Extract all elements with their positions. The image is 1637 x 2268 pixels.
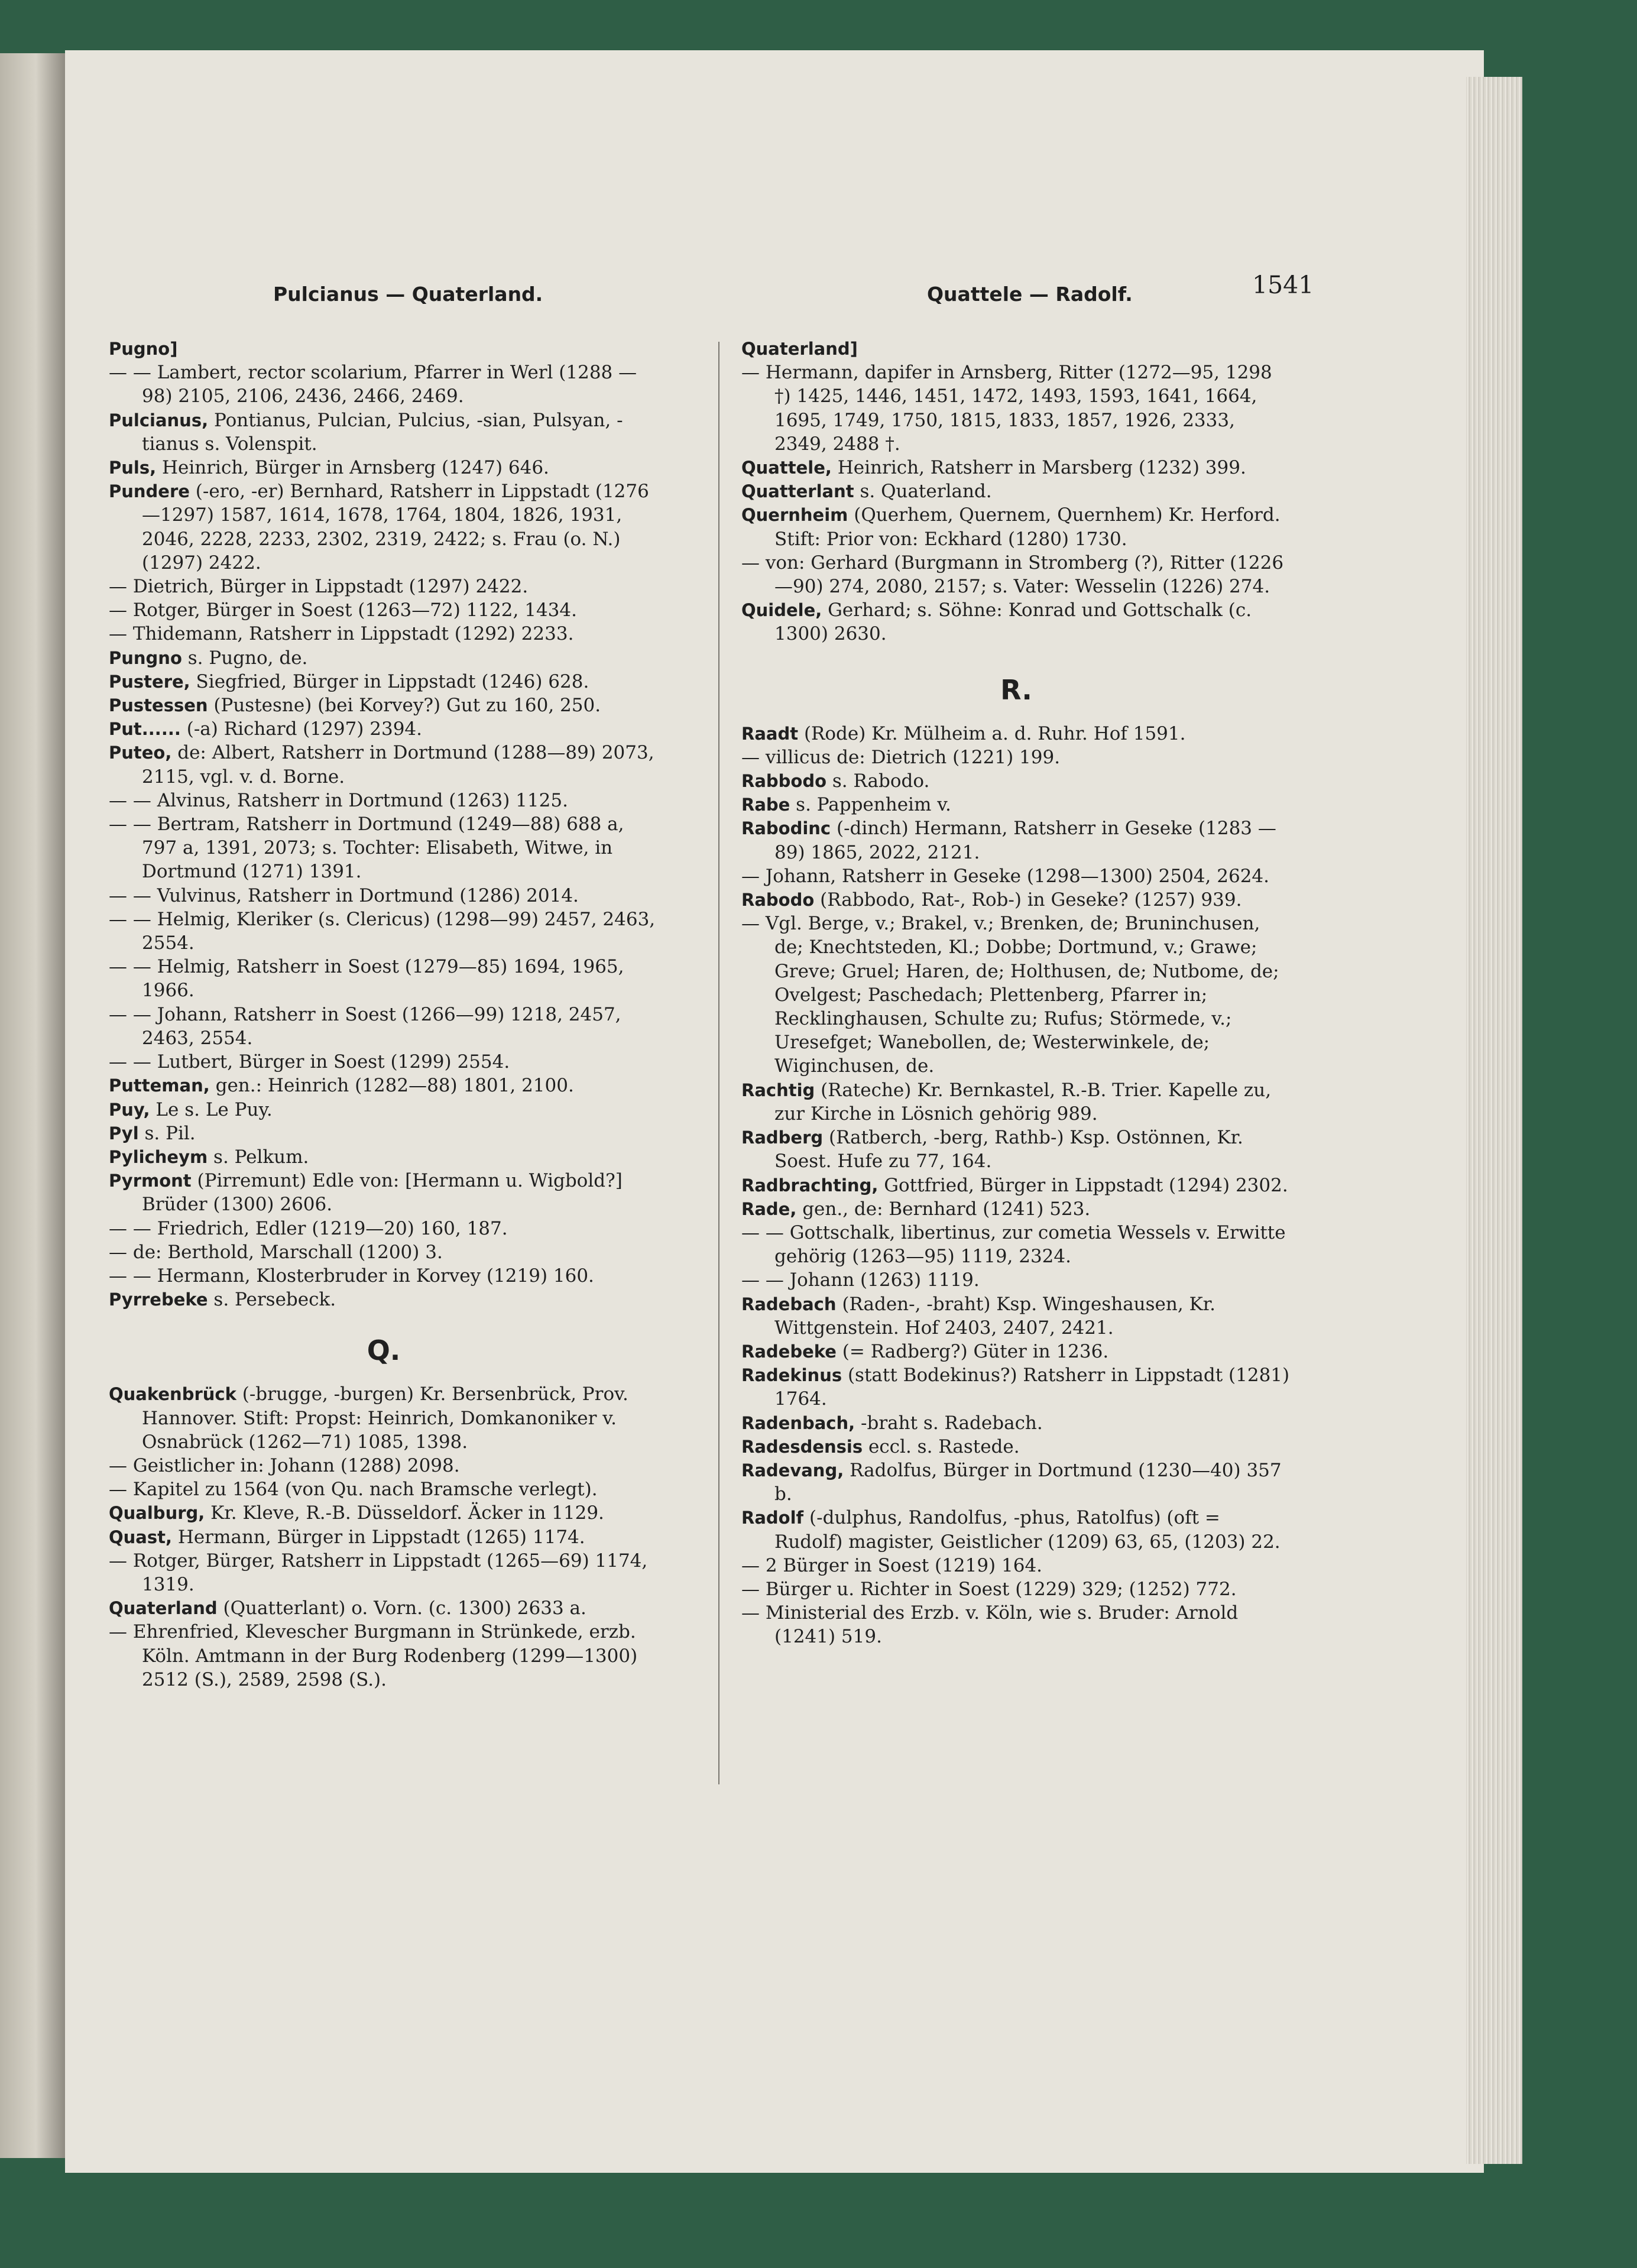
entry-text: (Rabbodo, Rat-, Rob-) in Geseke? (1257) 939. xyxy=(814,889,1242,911)
entry-dash: — — xyxy=(109,814,151,835)
index-entry xyxy=(109,1145,659,1169)
entry-dash: — — xyxy=(741,1269,784,1291)
entry-headword: Putteman, xyxy=(109,1075,210,1096)
entry-headword: Pundere xyxy=(109,481,190,502)
entry-text: villicus de: Dietrich (1221) 199. xyxy=(760,746,1061,768)
index-entry xyxy=(741,456,1291,479)
entry-text: Alvinus, Ratsherr in Dortmund (1263) 1125. xyxy=(151,789,568,811)
entry-headword: Radenbach, xyxy=(741,1412,855,1433)
index-entry xyxy=(741,337,1291,361)
entry-text: Friedrich, Edler (1219—20) 160, 187. xyxy=(151,1217,508,1239)
index-entry xyxy=(741,1268,1291,1292)
entry-text: Hermann, Klosterbruder in Korvey (1219) 160. xyxy=(151,1265,594,1287)
entry-headword: Pustessen xyxy=(109,695,208,716)
entry-headword: Qualburg, xyxy=(109,1503,205,1524)
index-entry xyxy=(109,789,659,812)
entry-headword: Rachtig xyxy=(741,1080,815,1100)
entry-dash: — xyxy=(741,1554,760,1576)
index-entry xyxy=(109,1264,659,1288)
entry-dash: — xyxy=(109,1621,127,1643)
index-entry xyxy=(741,1078,1291,1126)
entry-dash: — — xyxy=(109,884,151,906)
index-entry xyxy=(741,361,1291,456)
index-entry xyxy=(741,1340,1291,1363)
index-entry xyxy=(741,479,1291,503)
entry-dash: — — xyxy=(741,1222,784,1243)
entry-headword: Quaterland] xyxy=(741,339,858,359)
entry-text: s. Persebeck. xyxy=(208,1289,336,1311)
entry-headword: Radebeke xyxy=(741,1341,837,1362)
entry-text: von: Gerhard (Burgmann in Stromberg (?), Ritter (1226—90) 274, 2080, 2157; s. Vater: Wesselin (1226) 274. xyxy=(760,552,1284,598)
entry-text: eccl. s. Rastede. xyxy=(863,1436,1020,1457)
entry-dash: — xyxy=(109,1454,127,1476)
entry-headword: Radebach xyxy=(741,1294,837,1314)
entry-headword: Pugno] xyxy=(109,339,178,359)
entry-text: gen., de: Bernhard (1241) 523. xyxy=(796,1198,1091,1220)
entry-text: Ehrenfried, Klevescher Burgmann in Strünkede, erzb. Köln. Amtmann in der Burg Rodenberg (1299—1300) 2512 (S.), 2589, 2598 (S.). xyxy=(127,1621,638,1690)
index-entry xyxy=(109,361,659,408)
index-entry xyxy=(741,1435,1291,1459)
index-entry xyxy=(741,1197,1291,1221)
entry-text: Johann, Ratsherr in Geseke (1298—1300) 2504, 2624. xyxy=(760,865,1269,887)
entry-headword: Quidele, xyxy=(741,600,822,621)
index-entry xyxy=(741,746,1291,769)
entry-text: (Ratberch, -berg, Rathb-) Ksp. Ostönnen, Kr. Soest. Hufe zu 77, 164. xyxy=(774,1127,1243,1172)
entry-text: Thidemann, Ratsherr in Lippstadt (1292) 2233. xyxy=(127,623,574,645)
index-entry xyxy=(109,1098,659,1122)
index-entry xyxy=(109,1050,659,1074)
entry-dash: — xyxy=(741,362,760,384)
left-column xyxy=(109,337,659,1692)
entry-headword: Rabbodo xyxy=(741,771,827,792)
entry-dash: — xyxy=(109,1241,127,1263)
index-entry xyxy=(741,769,1291,793)
entry-text: Gottfried, Bürger in Lippstadt (1294) 2302. xyxy=(878,1174,1288,1196)
entry-text: Rotger, Bürger in Soest (1263—72) 1122, 1434. xyxy=(127,600,577,621)
entry-text: de: Berthold, Marschall (1200) 3. xyxy=(127,1241,443,1263)
entry-headword: Quatterlant xyxy=(741,481,854,502)
entry-text: Hermann, dapifer in Arnsberg, Ritter (1272—95, 1298 †) 1425, 1446, 1451, 1472, 1493, 1593, 1641, 1664, 1695, 1749, 1750, 1815, 1833, 1857, 1926, 2333, 2349, 2488 †. xyxy=(760,362,1272,455)
entry-headword: Puteo, xyxy=(109,743,172,763)
entry-text: s. Rabodo. xyxy=(826,770,930,792)
index-entry xyxy=(741,1506,1291,1553)
entry-text: Kr. Kleve, R.-B. Düsseldorf. Äcker in 1129. xyxy=(205,1502,604,1524)
entry-headword: Pungno xyxy=(109,647,182,668)
entry-text: (Pirremunt) Edle von: [Hermann u. Wigbold?] Brüder (1300) 2606. xyxy=(142,1170,623,1216)
entry-text: Lutbert, Bürger in Soest (1299) 2554. xyxy=(151,1051,510,1073)
entry-text: s. Pil. xyxy=(138,1122,196,1144)
index-entry xyxy=(741,1577,1291,1601)
entry-text: s. Pugno, de. xyxy=(181,647,308,669)
index-entry xyxy=(741,864,1291,888)
entry-headword: Rabe xyxy=(741,795,790,815)
entry-text: Radolfus, Bürger in Dortmund (1230—40) 357 b. xyxy=(774,1459,1282,1505)
entry-dash: — — xyxy=(109,1003,151,1025)
index-entry xyxy=(109,955,659,1002)
index-entry xyxy=(741,1126,1291,1173)
entry-headword: Puls, xyxy=(109,458,157,478)
section-letter-r: R. xyxy=(1000,673,1032,706)
index-entry xyxy=(741,1459,1291,1506)
entry-text: (-dulphus, Randolfus, -phus, Ratolfus) (oft = Rudolf) magister, Geistlicher (1209) 63, 65, (1203) 22. xyxy=(774,1507,1281,1553)
entry-headword: Quakenbrück xyxy=(109,1384,236,1405)
index-entry xyxy=(109,1003,659,1050)
index-entry xyxy=(109,1478,659,1501)
entry-text: Helmig, Ratsherr in Soest (1279—85) 1694, 1965, 1966. xyxy=(142,956,624,1002)
index-entry xyxy=(109,575,659,598)
running-head-right: Quattele — Radolf. xyxy=(927,283,1133,306)
entry-headword: Radolf xyxy=(741,1508,804,1528)
index-entry xyxy=(109,456,659,479)
index-entry xyxy=(741,1554,1291,1577)
entry-list-r xyxy=(741,722,1291,1649)
index-entry xyxy=(741,1221,1291,1268)
entry-text: (Quatterlant) o. Vorn. (c. 1300) 2633 a. xyxy=(217,1598,586,1619)
index-entry xyxy=(109,1525,659,1549)
entry-text: Heinrich, Ratsherr in Marsberg (1232) 399. xyxy=(831,457,1246,479)
facing-page-edge xyxy=(0,53,65,2158)
entry-text: Johann, Ratsherr in Soest (1266—99) 1218, 2457, 2463, 2554. xyxy=(142,1003,621,1049)
entry-text: Johann (1263) 1119. xyxy=(783,1269,980,1291)
entry-dash: — xyxy=(741,1578,760,1600)
index-entry xyxy=(741,1601,1291,1648)
entry-dash: — xyxy=(109,1479,127,1501)
running-head-left: Pulcianus — Quaterland. xyxy=(273,283,543,306)
entry-text: Geistlicher in: Johann (1288) 2098. xyxy=(127,1454,460,1476)
index-entry xyxy=(741,793,1291,817)
entry-text: (Rode) Kr. Mülheim a. d. Ruhr. Hof 1591. xyxy=(798,722,1186,744)
index-entry xyxy=(741,912,1291,1078)
index-entry xyxy=(109,479,659,575)
entry-dash: — — xyxy=(109,908,151,930)
entry-text: Bertram, Ratsherr in Dortmund (1249—88) 688 a, 797 a, 1391, 2073; s. Tochter: Elisabeth, Witwe, in Dortmund (1271) 1391. xyxy=(142,814,624,883)
index-entry xyxy=(109,598,659,622)
index-entry xyxy=(109,1169,659,1216)
index-entry xyxy=(109,812,659,884)
entry-text: Heinrich, Bürger in Arnsberg (1247) 646. xyxy=(156,457,549,479)
page-stack-edge xyxy=(1466,77,1522,2164)
index-entry xyxy=(109,1454,659,1478)
entry-headword: Quast, xyxy=(109,1527,173,1547)
entry-text: s. Pappenheim v. xyxy=(790,794,951,816)
entry-text: s. Pelkum. xyxy=(208,1146,309,1168)
index-entry xyxy=(109,1620,659,1692)
entry-text: (statt Bodekinus?) Ratsherr in Lippstadt (1281) 1764. xyxy=(774,1365,1290,1410)
entry-text: (Pustesne) (bei Korvey?) Gut zu 160, 250. xyxy=(208,695,601,717)
entry-text: Lambert, rector scolarium, Pfarrer in Werl (1288 —98) 2105, 2106, 2436, 2466, 2469. xyxy=(142,362,637,407)
entry-headword: Rabodinc xyxy=(741,818,831,839)
entry-dash: — xyxy=(741,746,760,768)
entry-list-p xyxy=(109,337,659,1311)
section-letter-q: Q. xyxy=(367,1334,401,1367)
entry-text: Dietrich, Bürger in Lippstadt (1297) 2422. xyxy=(127,576,529,598)
entry-dash: — — xyxy=(109,1217,151,1239)
index-entry xyxy=(109,1596,659,1620)
page-number: 1541 xyxy=(1252,271,1314,299)
entry-text: Rotger, Bürger, Ratsherr in Lippstadt (1265—69) 1174, 1319. xyxy=(127,1550,648,1595)
index-entry xyxy=(741,598,1291,646)
entry-text: Gerhard; s. Söhne: Konrad und Gottschalk (c. 1300) 2630. xyxy=(774,600,1252,645)
index-entry xyxy=(109,1122,659,1145)
index-entry xyxy=(109,1382,659,1454)
entry-headword: Raadt xyxy=(741,723,799,744)
entry-list-q-cont xyxy=(741,337,1291,646)
entry-headword: Pustere, xyxy=(109,671,190,692)
index-entry xyxy=(109,670,659,694)
index-entry xyxy=(109,409,659,456)
entry-text: Vulvinus, Ratsherr in Dortmund (1286) 2014. xyxy=(151,884,579,906)
entry-text: Siegfried, Bürger in Lippstadt (1246) 628. xyxy=(190,670,589,692)
entry-headword: Puy, xyxy=(109,1099,150,1120)
entry-dash: — xyxy=(741,913,760,935)
index-entry xyxy=(109,337,659,361)
entry-headword: Quaterland xyxy=(109,1598,218,1619)
entry-headword: Pulcianus, xyxy=(109,410,209,430)
entry-headword: Radbrachting, xyxy=(741,1175,879,1195)
column-divider xyxy=(718,342,719,1784)
entry-text: (Raden-, -braht) Ksp. Wingeshausen, Kr. Wittgenstein. Hof 2403, 2407, 2421. xyxy=(774,1293,1215,1339)
entry-text: (= Radberg?) Güter in 1236. xyxy=(836,1340,1109,1362)
entry-headword: Pyrmont xyxy=(109,1171,192,1191)
entry-text: de: Albert, Ratsherr in Dortmund (1288—89) 2073, 2115, vgl. v. d. Borne. xyxy=(142,742,654,788)
index-entry xyxy=(109,622,659,646)
entry-headword: Radevang, xyxy=(741,1460,844,1480)
entry-text: 2 Bürger in Soest (1219) 164. xyxy=(760,1554,1043,1576)
entry-text: gen.: Heinrich (1282—88) 1801, 2100. xyxy=(209,1075,574,1097)
entry-text: (Rateche) Kr. Bernkastel, R.-B. Trier. Kapelle zu, zur Kirche in Lösnich gehörig 989. xyxy=(774,1079,1272,1125)
index-entry xyxy=(741,551,1291,598)
entry-text: (-dinch) Hermann, Ratsherr in Geseke (1283 —89) 1865, 2022, 2121. xyxy=(774,818,1276,863)
index-entry xyxy=(741,1174,1291,1197)
entry-dash: — — xyxy=(109,956,151,978)
entry-list-q xyxy=(109,1382,659,1692)
index-entry xyxy=(109,1501,659,1525)
entry-dash: — xyxy=(109,600,127,621)
index-entry xyxy=(109,717,659,741)
entry-text: Vgl. Berge, v.; Brakel, v.; Brenken, de; Bruninchusen, de; Knechtsteden, Kl.; Dobbe; Dortmund, v.; Grawe; Greve; Gruel; Haren, de; Holthusen, de; Nutbome, de; Ovelgest; Paschedach; Plettenberg, Pfarrer in; Recklinghausen, Schulte zu; Rufus; Störmede, v.; Uresefget; Wanebollen, de; Westerwinkele, de; Wiginchusen, de. xyxy=(760,913,1279,1077)
index-entry xyxy=(109,884,659,908)
index-entry xyxy=(741,1292,1291,1340)
entry-headword: Pyrrebeke xyxy=(109,1289,208,1310)
entry-dash: — — xyxy=(109,362,151,384)
entry-dash: — xyxy=(741,1602,760,1624)
entry-dash: — — xyxy=(109,789,151,811)
entry-headword: Rabodo xyxy=(741,890,815,911)
index-entry xyxy=(741,722,1291,746)
entry-text: Le s. Le Puy. xyxy=(150,1099,273,1120)
entry-dash: — — xyxy=(109,1265,151,1287)
index-entry xyxy=(741,503,1291,550)
entry-text: Gottschalk, libertinus, zur cometia Wessels v. Erwitte gehörig (1263—95) 1119, 2324. xyxy=(774,1222,1286,1268)
index-entry xyxy=(109,694,659,717)
entry-headword: Radberg xyxy=(741,1127,824,1148)
entry-headword: Quernheim xyxy=(741,505,848,526)
entry-text: Ministerial des Erzb. v. Köln, wie s. Bruder: Arnold (1241) 519. xyxy=(760,1602,1239,1648)
index-entry xyxy=(109,908,659,955)
entry-headword: Radekinus xyxy=(741,1365,842,1386)
entry-headword: Radesdensis xyxy=(741,1436,863,1457)
entry-text: Pontianus, Pulcian, Pulcius, -sian, Pulsyan, -tianus s. Volenspit. xyxy=(142,409,623,455)
right-column xyxy=(741,337,1291,1649)
entry-text: (-a) Richard (1297) 2394. xyxy=(180,718,422,740)
entry-dash: — — xyxy=(109,1051,151,1073)
entry-headword: Pylicheym xyxy=(109,1146,208,1167)
index-entry xyxy=(741,1411,1291,1435)
entry-text: (-brugge, -burgen) Kr. Bersenbrück, Prov. Hannover. Stift: Propst: Heinrich, Domkanoniker v. Osnabrück (1262—71) 1085, 1398. xyxy=(142,1384,628,1453)
entry-headword: Put...... xyxy=(109,719,181,740)
entry-headword: Pyl xyxy=(109,1123,139,1143)
entry-text: Helmig, Kleriker (s. Clericus) (1298—99) 2457, 2463, 2554. xyxy=(142,908,656,954)
entry-text: Bürger u. Richter in Soest (1229) 329; (1252) 772. xyxy=(760,1578,1237,1600)
entry-dash: — xyxy=(109,576,127,598)
entry-headword: Rade, xyxy=(741,1198,797,1219)
index-entry xyxy=(109,741,659,788)
index-entry xyxy=(741,817,1291,864)
entry-dash: — xyxy=(741,552,760,574)
index-entry xyxy=(109,1240,659,1264)
entry-text: Kapitel zu 1564 (von Qu. nach Bramsche verlegt). xyxy=(127,1479,598,1501)
index-entry xyxy=(109,646,659,670)
index-entry xyxy=(741,888,1291,912)
entry-text: Hermann, Bürger in Lippstadt (1265) 1174. xyxy=(172,1526,585,1548)
entry-dash: — xyxy=(109,1550,127,1572)
entry-dash: — xyxy=(741,865,760,887)
index-entry xyxy=(109,1549,659,1596)
entry-text: -braht s. Radebach. xyxy=(855,1412,1043,1434)
index-entry xyxy=(741,1363,1291,1411)
entry-text: s. Quaterland. xyxy=(854,481,992,503)
index-entry xyxy=(109,1288,659,1311)
index-entry xyxy=(109,1217,659,1240)
entry-headword: Quattele, xyxy=(741,458,832,478)
index-entry xyxy=(109,1074,659,1097)
entry-text: (Querhem, Quernem, Quernhem) Kr. Herford. Stift: Prior von: Eckhard (1280) 1730. xyxy=(774,504,1281,550)
entry-dash: — xyxy=(109,623,127,645)
entry-text: (-ero, -er) Bernhard, Ratsherr in Lippstadt (1276 —1297) 1587, 1614, 1678, 1764, 1804, 1826, 1931, 2046, 2228, 2233, 2302, 2319, 2422; s. Frau (o. N.) (1297) 2422. xyxy=(142,481,649,574)
